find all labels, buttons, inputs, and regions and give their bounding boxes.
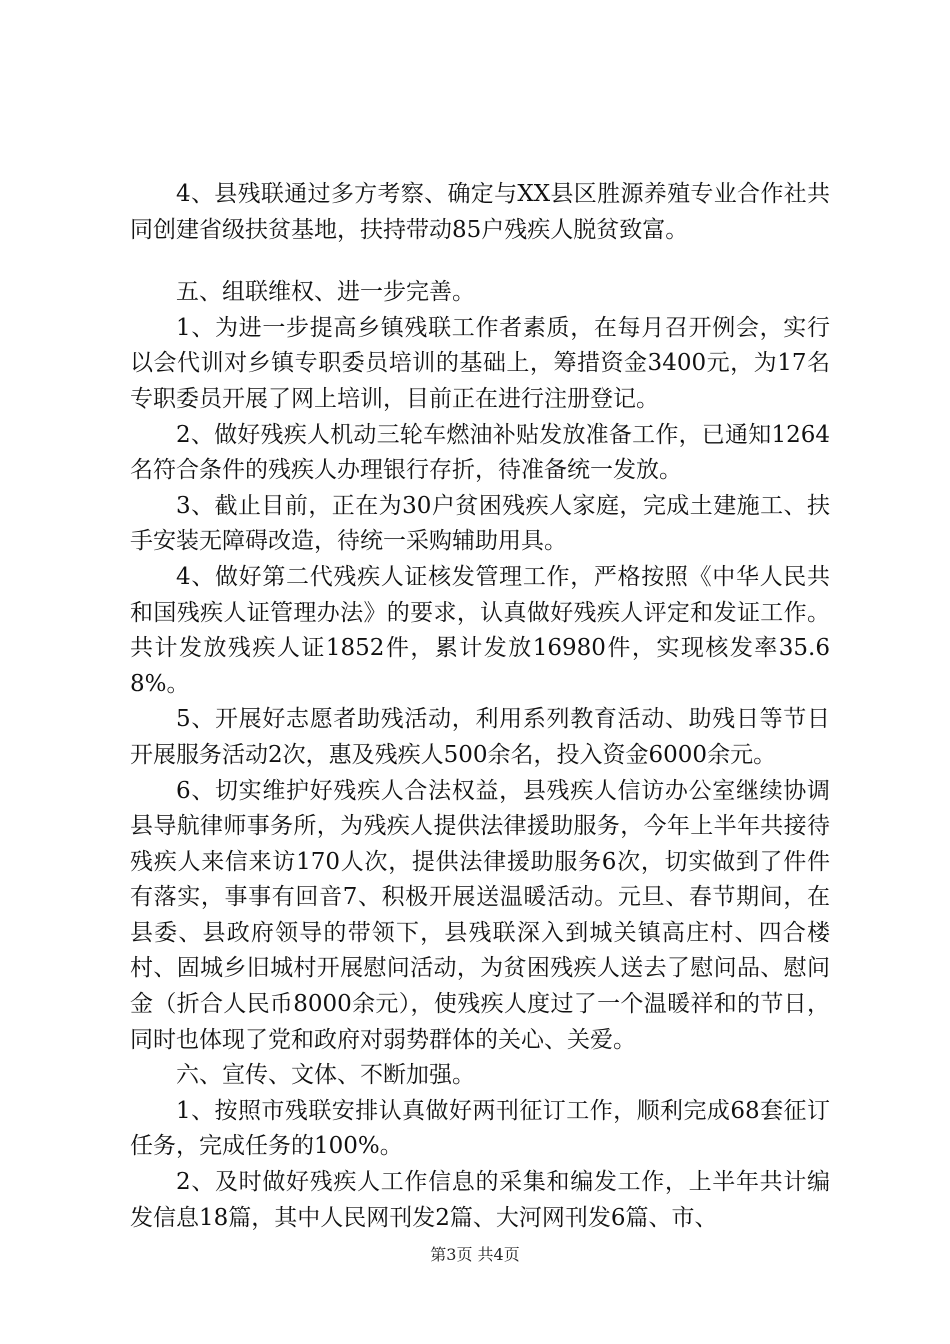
paragraph-information: 2、及时做好残疾人工作信息的采集和编发工作，上半年共计编发信息18篇，其中人民网刊发2篇、大河网刊发6篇、市、 [130,1169,830,1231]
document-body [130,177,830,1236]
section-heading-rights: 五、组联维权、进一步完善。 [176,279,475,306]
paragraph-fuel-subsidy: 2、做好残疾人机动三轮车燃油补贴发放准备工作，已通知1264名符合条件的残疾人办理银行存折，待准备统一发放。 [130,421,830,484]
paragraph-volunteers: 5、开展好志愿者助残活动，利用系列教育活动、助残日等节日开展服务活动2次，惠及残疾人500余名，投入资金6000余元。 [130,706,830,768]
page-number-footer: 第3页 共4页 [430,1245,520,1264]
paragraph-barrier-free: 3、截止目前，正在为30户贫困残疾人家庭，完成土建施工、扶手安装无障碍改造，待统一采购辅助用具。 [130,492,830,555]
paragraph-subscriptions: 1、按照市残联安排认真做好两刊征订工作，顺利完成68套征订任务，完成任务的100%。 [130,1097,830,1160]
section-heading-publicity: 六、宣传、文体、不断加强。 [176,1062,475,1089]
paragraph-training: 1、为进一步提高乡镇残联工作者素质，在每月召开例会，实行以会代训对乡镇专职委员培训的基础上，筹措资金3400元，为17名专职委员开展了网上培训，目前正在进行注册登记。 [130,314,830,412]
paragraph-base-construction: 4、县残联通过多方考察、确定与XX县区胜源养殖专业合作社共同创建省级扶贫基地，扶持带动85户残疾人脱贫致富。 [130,181,830,243]
paragraph-disability-cards: 4、做好第二代残疾人证核发管理工作，严格按照《中华人民共和国残疾人证管理办法》的要求，认真做好残疾人评定和发证工作。共计发放残疾人证1852件，累计发放16980件，实现核发率35.68%。 [130,563,830,697]
paragraph-legal-rights: 6、切实维护好残疾人合法权益，县残疾人信访办公室继续协调县导航律师事务所，为残疾人提供法律援助服务，今年上半年共接待残疾人来信来访170人次，提供法律援助服务6次，切实做到了件件有落实，事事有回音7、积极开展送温暖活动。元旦、春节期间，在县委、县政府领导的带领下，县残联深入到城关镇高庄村、四合楼村、固城乡旧城村开展慰问活动，为贫困残疾人送去了慰问品、慰问金（折合人民币8000余元），使残疾人度过了一个温暖祥和的节日，同时也体现了党和政府对弱势群体的关心、关爱。 [130,777,830,1053]
